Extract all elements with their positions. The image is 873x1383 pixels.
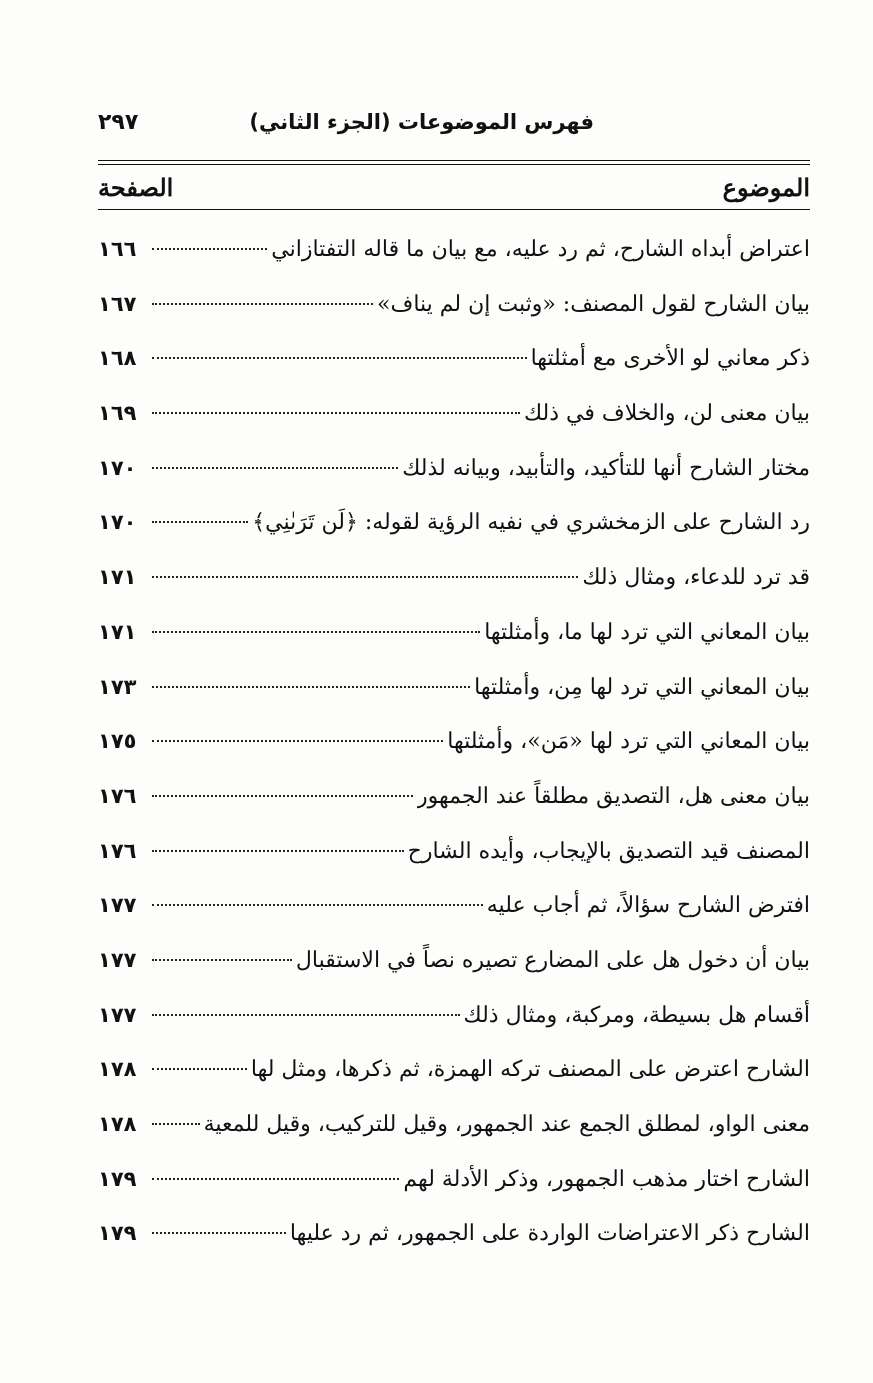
toc-entry <box>98 1042 810 1097</box>
dot-leader <box>152 575 578 578</box>
toc-entry-page: ١٧٩ <box>98 1166 137 1191</box>
dot-leader <box>152 903 483 906</box>
toc-entry-page: ١٧٨ <box>98 1112 137 1136</box>
dot-leader <box>152 1231 286 1234</box>
dot-leader <box>152 247 267 250</box>
toc-entry-topic: الشارح ذكر الاعتراضات الواردة على الجمهور، ثم رد عليها <box>289 1221 810 1247</box>
toc-entry-page: ١٧١ <box>98 619 137 644</box>
toc-entry-topic: مختار الشارح أنها للتأكيد، والتأبيد، وبيانه لذلك <box>402 455 810 481</box>
toc-entry <box>98 714 810 769</box>
column-header-topic: الموضوع <box>722 172 810 202</box>
header-page-number: ٢٩٧ <box>98 110 139 135</box>
toc-entry-topic: الشارح اختار مذهب الجمهور، وذكر الأدلة لهم <box>403 1166 810 1192</box>
dot-leader <box>152 1177 399 1180</box>
toc-entry <box>98 550 810 605</box>
toc-entry-topic: أقسام هل بسيطة، ومركبة، ومثال ذلك <box>463 1002 810 1028</box>
toc-entry <box>98 660 810 715</box>
toc-entry <box>98 1152 810 1207</box>
toc-list <box>98 222 810 1261</box>
toc-entry <box>98 605 810 660</box>
toc-entry <box>98 277 810 332</box>
toc-entry-topic: الشارح اعترض على المصنف تركه الهمزة، ثم ذكرها، ومثل لها <box>250 1057 810 1083</box>
dot-leader <box>152 1067 247 1070</box>
toc-entry-page: ١٦٩ <box>98 401 137 426</box>
toc-entry <box>98 933 810 988</box>
toc-entry <box>98 878 810 933</box>
toc-entry-page: ١٧٣ <box>98 674 137 699</box>
dot-leader <box>152 849 404 852</box>
toc-entry <box>98 988 810 1043</box>
toc-page <box>98 100 810 1261</box>
toc-entry-topic: بيان معنى هل، التصديق مطلقاً عند الجمهور <box>417 783 810 809</box>
toc-entry <box>98 222 810 277</box>
toc-entry <box>98 331 810 386</box>
toc-entry-page: ١٧٠ <box>98 510 137 535</box>
toc-entry-page: ١٧١ <box>98 565 137 590</box>
dot-leader <box>152 302 373 305</box>
header-title: فهرس الموضوعات (الجزء الثاني) <box>249 110 594 134</box>
toc-entry-page: ١٧٠ <box>98 455 137 480</box>
dot-leader <box>152 520 248 523</box>
toc-entry-page: ١٧٦ <box>98 783 137 808</box>
toc-entry-topic: ذكر معاني لو الأخرى مع أمثلتها <box>530 346 810 372</box>
toc-entry-page: ١٧٧ <box>98 1002 137 1027</box>
toc-entry <box>98 1206 810 1261</box>
dot-leader <box>152 1013 460 1016</box>
toc-entry-page: ١٦٦ <box>98 237 137 261</box>
toc-entry-topic: رد الشارح على الزمخشري في نفيه الرؤية لقوله: ﴿لَن تَرَىٰنِي﴾ <box>252 510 810 536</box>
toc-entry-topic: قد ترد للدعاء، ومثال ذلك <box>582 565 810 591</box>
dot-leader <box>152 630 480 633</box>
toc-entry-page: ١٧٦ <box>98 838 137 863</box>
toc-entry-topic: بيان المعاني التي ترد لها «مَن»، وأمثلتها <box>447 729 810 755</box>
toc-entry-page: ١٧٩ <box>98 1221 137 1246</box>
toc-entry <box>98 386 810 441</box>
dot-leader <box>152 466 398 469</box>
toc-entry <box>98 495 810 550</box>
column-headers <box>98 165 810 209</box>
dot-leader <box>152 739 443 742</box>
dot-leader <box>152 794 413 797</box>
dot-leader <box>152 685 470 688</box>
toc-entry-page: ١٦٧ <box>98 291 137 316</box>
toc-entry <box>98 769 810 824</box>
toc-entry-page: ١٧٨ <box>98 1057 137 1082</box>
toc-entry-page: ١٧٥ <box>98 729 137 754</box>
dot-leader <box>152 411 520 414</box>
toc-entry-page: ١٦٨ <box>98 346 137 371</box>
toc-entry-topic: اعتراض أبداه الشارح، ثم رد عليه، مع بيان ما قاله التفتازاني <box>271 237 810 262</box>
toc-entry-topic: افترض الشارح سؤالاً، ثم أجاب عليه <box>486 893 810 919</box>
column-header-rule <box>98 209 810 210</box>
toc-entry <box>98 824 810 879</box>
toc-entry-page: ١٧٧ <box>98 893 137 918</box>
dot-leader <box>152 356 527 359</box>
toc-entry-topic: بيان المعاني التي ترد لها ما، وأمثلتها <box>484 619 810 645</box>
dot-leader <box>152 958 292 961</box>
toc-entry <box>98 1097 810 1152</box>
dot-leader <box>152 1122 200 1125</box>
toc-entry-topic: المصنف قيد التصديق بالإيجاب، وأيده الشارح <box>407 838 810 864</box>
toc-entry-topic: بيان الشارح لقول المصنف: «وثبت إن لم يناف» <box>377 291 810 317</box>
toc-entry <box>98 441 810 496</box>
toc-entry-topic: بيان المعاني التي ترد لها مِن، وأمثلتها <box>474 674 810 700</box>
running-header <box>98 100 810 144</box>
toc-entry-page: ١٧٧ <box>98 947 137 972</box>
column-header-page: الصفحة <box>98 172 174 202</box>
toc-entry-topic: معنى الواو، لمطلق الجمع عند الجمهور، وقيل للتركيب، وقيل للمعية <box>203 1112 810 1137</box>
toc-entry-topic: بيان أن دخول هل على المضارع تصيره نصاً في الاستقبال <box>295 947 810 973</box>
toc-entry-topic: بيان معنى لن، والخلاف في ذلك <box>524 401 810 427</box>
